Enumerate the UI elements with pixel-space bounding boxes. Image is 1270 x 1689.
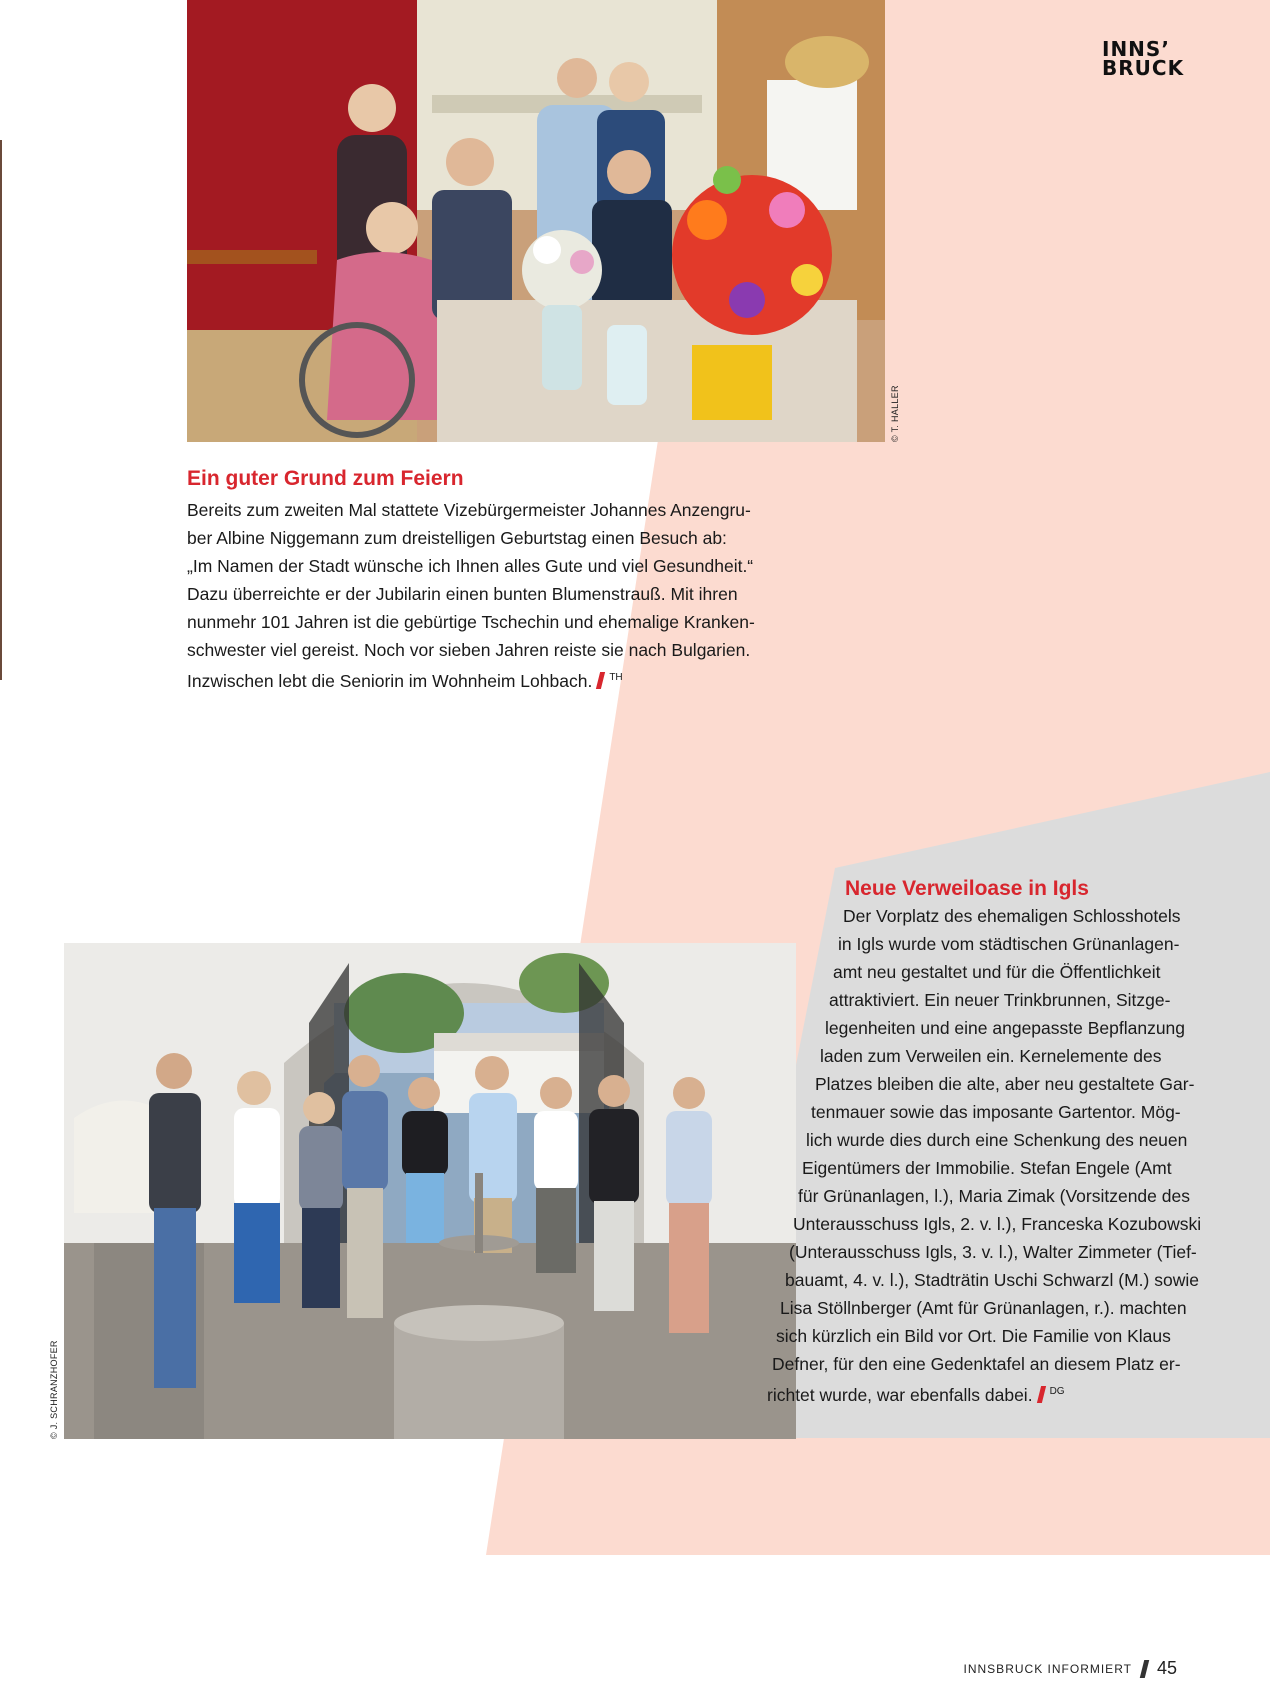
article2-headline: Neue Verweiloase in Igls — [845, 877, 1089, 900]
igls-group-photo — [64, 943, 796, 1439]
article2-line: Platzes bleiben die alte, aber neu gestaltete Gar- — [815, 1074, 1195, 1094]
page-number: 45 — [1156, 1658, 1177, 1678]
article2-line: Unterausschuss Igls, 2. v. l.), Franceska Kozubowski — [793, 1214, 1202, 1234]
photo-credit-2: © J. SCHRANZHOFER — [49, 1340, 59, 1439]
article2-line: sich kürzlich ein Bild vor Ort. Die Familie von Klaus — [776, 1326, 1171, 1346]
article2-line: attraktiviert. Ein neuer Trinkbrunnen, Sitzge- — [829, 990, 1171, 1010]
article1-headline: Ein guter Grund zum Feiern — [187, 467, 464, 490]
article2-line: für Grünanlagen, l.), Maria Zimak (Vorsitzende des — [798, 1186, 1190, 1206]
article2-last-line — [767, 1378, 1065, 1409]
logo-line-2: BRUCK — [1102, 56, 1185, 80]
article2-line: richtet wurde, war ebenfalls dabei. — [767, 1385, 1033, 1405]
article-end-mark — [1036, 1386, 1045, 1403]
article2-line: tenmauer sowie das imposante Gartentor. Mög- — [811, 1102, 1181, 1122]
article1-line: Inzwischen lebt die Seniorin im Wohnheim Lohbach. — [187, 671, 593, 691]
left-edge-rule — [0, 140, 2, 680]
footer-slash-mark — [1140, 1660, 1149, 1678]
photo-credit-1: © T. HALLER — [890, 385, 900, 442]
article2-line: Eigentümers der Immobilie. Stefan Engele (Amt — [802, 1158, 1172, 1178]
article2-line: Der Vorplatz des ehemaligen Schlosshotels — [843, 906, 1181, 926]
article2-line: amt neu gestaltet und für die Öffentlichkeit — [833, 962, 1161, 982]
article1-line: Dazu überreichte er der Jubilarin einen bunten Blumenstrauß. Mit ihren — [187, 584, 738, 604]
article1-line: ber Albine Niggemann zum dreistelligen Geburtstag einen Besuch ab: — [187, 528, 727, 548]
logo-line-1: INNS’ — [1102, 37, 1170, 61]
article2-line: Defner, für den eine Gedenktafel an diesem Platz er- — [772, 1354, 1181, 1374]
footer-publication-name: INNSBRUCK INFORMIERT — [963, 1661, 1132, 1676]
article2-line: lich wurde dies durch eine Schenkung des neuen — [806, 1130, 1188, 1150]
article2-line: in Igls wurde vom städtischen Grünanlagen- — [838, 934, 1180, 954]
article1-line: schwester viel gereist. Noch vor sieben Jahren reiste sie nach Bulgarien. — [187, 640, 751, 660]
article-end-mark — [596, 672, 605, 689]
article1-signature: TH — [609, 672, 623, 683]
article1-line: „Im Namen der Stadt wünsche ich Ihnen alles Gute und viel Gesundheit.“ — [187, 556, 754, 576]
page-footer — [964, 1658, 1177, 1679]
article1-last-line — [187, 664, 807, 695]
article1-line: Bereits zum zweiten Mal stattete Vizebürgermeister Johannes Anzengru- — [187, 500, 751, 520]
article2-signature: DG — [1049, 1386, 1065, 1397]
article2-line: Lisa Stöllnberger (Amt für Grünanlagen, r.). machten — [780, 1298, 1187, 1318]
article2-line: legenheiten und eine angepasste Bepflanzung — [825, 1018, 1186, 1038]
article2-line: (Unterausschuss Igls, 3. v. l.), Walter Zimmeter (Tief- — [789, 1242, 1197, 1262]
innsbruck-logo — [1102, 37, 1185, 80]
birthday-celebration-photo — [187, 0, 885, 442]
article1-line: nunmehr 101 Jahren ist die gebürtige Tschechin und ehemalige Kranken- — [187, 612, 755, 632]
article2-line: laden zum Verweilen ein. Kernelemente des — [820, 1046, 1162, 1066]
article2-line: bauamt, 4. v. l.), Stadträtin Uschi Schwarzl (M.) sowie — [785, 1270, 1199, 1290]
article1-body — [187, 496, 807, 695]
